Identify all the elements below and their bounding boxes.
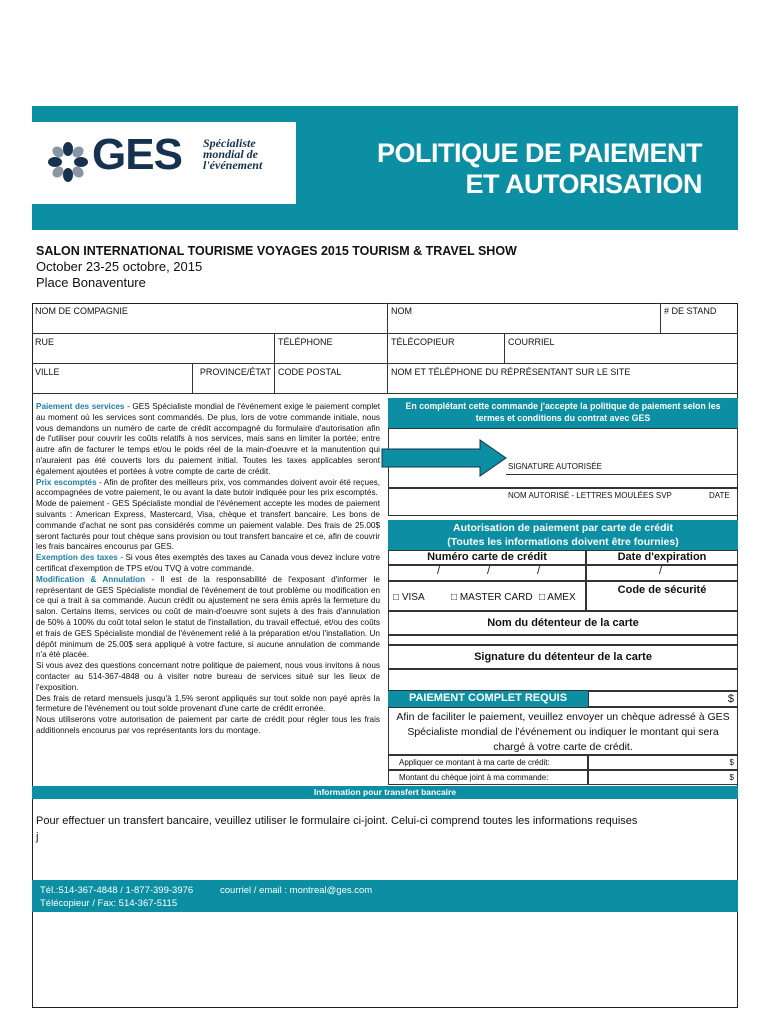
apply-card-label: Appliquer ce montant à ma carte de crédit: [388, 755, 588, 770]
payment-policy-text [36, 402, 380, 737]
policy-payment-heading: Paiement des services [36, 402, 125, 411]
street-label: RUE [35, 337, 55, 347]
policy-late-fees: Des frais de retard mensuels jusqu'à 1,5% seront appliqués sur tout solde non payé après la fermeture de l'événement ou tout solde provenant d'une carte de crédit erronée. [36, 693, 380, 714]
payment-note: Afin de faciliter le paiement, veuillez envoyer un chèque adressé à GES Spécialiste mondial de l'événement ou indiquer le montant qui sera chargé à votre carte de crédit. [388, 707, 738, 755]
bank-transfer-banner: Information pour transfert bancaire [32, 786, 738, 799]
date-label: DATE [709, 491, 730, 500]
policy-tax-body: - Si vous êtes exemptés des taxes au Canada vous devez inclure votre certificat d'exemption de TPS et/ou TVQ à votre commande. [36, 553, 380, 573]
card-number-input[interactable]: / / / [388, 565, 586, 581]
card-number-label: Numéro carte de crédit [388, 550, 586, 565]
cardholder-signature-field[interactable]: Signature du détenteur de la carte [388, 645, 738, 669]
card-auth-banner [388, 520, 738, 550]
policy-additional: Nous utiliserons votre autorisation de paiement par carte de crédit pour régler tous les frais additionnels encourus par vos représentants lors du montage. [36, 715, 380, 735]
policy-payment-body: - GES Spécialiste mondial de l'événement exige le paiement complet au moment où les services sont commandés. De plus, lors de votre commande initiale, nous vous demandons un numéro de carte de crédit accompagné du formulaire d'autorisation afin de l'utiliser pour couvrir les coûts relatifs à nos services, mais sans en limiter la portée; entre autre afin de facturer le temps et/ou le poids réel de la main-d'oeuvre et la manutention qui n'auraient pas été couverts lors du paiement initial. Toutes les taxes applicables seront également ajoutées et portées à votre compte de carte de crédit. [36, 402, 380, 476]
company-label: NOM DE COMPAGNIE [35, 306, 128, 316]
visa-checkbox[interactable]: □ VISA [393, 592, 425, 603]
security-code-input[interactable] [586, 581, 738, 611]
event-venue: Place Bonaventure [36, 275, 146, 290]
company-field[interactable] [32, 303, 388, 334]
contact-footer [32, 880, 738, 912]
postal-label: CODE POSTAL [278, 367, 342, 377]
city-label: VILLE [35, 367, 60, 377]
expiry-label: Date d'expiration [586, 550, 738, 565]
province-label: PROVINCE/ÉTAT [199, 367, 271, 377]
phone-field[interactable] [275, 334, 388, 364]
cheque-amount-value[interactable]: $ [588, 770, 738, 785]
policy-discount-body: - Afin de profiter des meilleurs prix, vos commandes doivent avoir été reçues, accompagnées de votre paiement, le ou avant la date butoir indiquée pour les prix escomptés. [36, 477, 380, 498]
expiry-input[interactable]: / [586, 565, 738, 581]
cardholder-name-field[interactable]: Nom du détenteur de la carte [388, 611, 738, 635]
policy-methods: Mode de paiement - GES Spécialiste mondial de l'événement accepte les modes de paiement suivants : American Express, Mastercard, Visa, chèque et transfert bancaire. Les bons de commande d'achat ne sont pas considérés comme un paiement valable. Des frais de 25.00$ seront facturés pour tout chèque sans provision ou tout transfert bancaire et ce, afin de couvrir les frais bancaires encourus par GES. [36, 499, 380, 552]
bank-transfer-mark: j [36, 831, 39, 843]
policy-cancel-heading: Modification & Annulation [36, 574, 146, 584]
full-payment-label: PAIEMENT COMPLET REQUIS [388, 691, 588, 707]
onsite-rep-field[interactable] [388, 364, 738, 394]
signature-label: SIGNATURE AUTORISÉE [508, 462, 602, 471]
fax-field[interactable] [388, 334, 505, 364]
policy-discount-heading: Prix escomptés [36, 477, 97, 487]
event-name: SALON INTERNATIONAL TOURISME VOYAGES 2015 TOURISM & TRAVEL SHOW [36, 244, 517, 258]
policy-questions: Si vous avez des questions concernant notre politique de paiement, nous vous invitons à nous contacter au 514-367-4848 ou à visiter notre bureau de services situé sur les lieux de l'exposition. [36, 661, 380, 692]
ges-logo-icon [46, 140, 90, 184]
page-title [300, 138, 730, 200]
city-field[interactable] [32, 364, 193, 394]
footer-fax: Télécopieur / Fax: 514-367-5115 [40, 898, 178, 909]
onsite-rep-label: NOM ET TÉLÉPHONE DU RÉPRÉSENTANT SUR LE SITE [391, 367, 631, 377]
email-label: COURRIEL [508, 337, 555, 347]
street-field[interactable] [32, 334, 275, 364]
postal-code-field[interactable] [275, 364, 388, 394]
printed-name-label: NOM AUTORISÉ - LETTRES MOULÉES SVP [508, 491, 672, 500]
brand-tagline: Spécialiste mondial de l'événement [203, 136, 263, 172]
stand-label: # DE STAND [664, 306, 717, 316]
apply-card-amount[interactable]: $ [588, 755, 738, 770]
title-line-2: ET AUTORISATION [465, 169, 702, 199]
arrow-right-icon [380, 438, 508, 478]
full-payment-amount[interactable]: $ [588, 691, 738, 707]
card-auth-subtitle: (Toutes les informations doivent être fournies) [447, 536, 679, 548]
cheque-amount-label: Montant du chèque joint à ma commande: [388, 770, 588, 785]
card-auth-title: Autorisation de paiement par carte de crédit [453, 522, 673, 534]
footer-phone: Tél.:514-367-4848 / 1-877-399-3976 [40, 885, 194, 896]
province-field[interactable] [193, 364, 275, 394]
phone-label: TÉLÉPHONE [278, 337, 333, 347]
mastercard-checkbox[interactable]: □ MASTER CARD [451, 592, 533, 603]
policy-tax-heading: Exemption des taxes [36, 553, 118, 563]
name-label: NOM [391, 306, 412, 316]
name-field[interactable] [388, 303, 661, 334]
bank-transfer-text: Pour effectuer un transfert bancaire, veuillez utiliser le formulaire ci-joint. Celui-ci comprend toutes les informations requises [36, 815, 638, 827]
footer-email[interactable]: courriel / email : montreal@ges.com [220, 885, 373, 896]
amex-checkbox[interactable]: □ AMEX [539, 592, 576, 603]
stand-field[interactable] [661, 303, 738, 334]
event-dates: October 23-25 octobre, 2015 [36, 259, 203, 274]
title-line-1: POLITIQUE DE PAIEMENT [376, 138, 702, 168]
accept-banner: En complétant cette commande j'accepte la politique de paiement selon les termes et conditions du contrat avec GES [388, 398, 738, 428]
email-field[interactable] [505, 334, 738, 364]
card-type-row [388, 581, 586, 611]
fax-label: TÉLÉCOPIEUR [391, 337, 455, 347]
security-code-label: Code de sécurité [617, 584, 707, 596]
brand-name: GES [92, 130, 182, 179]
policy-cancel-body: - Il est de la responsabilité de l'exposant d'informer le représentant de GES Spécialiste mondial de l'événement de tout problème ou modification en ce qui a trait à sa commande. Aucun crédit ou ajustement ne sera émis après la fermeture du salon. Certains items, services ou coût de main-d'oeuvre sont sujets à des frais d'annulation de 50% à 100% du coût total selon le statut de l'installation, du travail effectué, et/ou des coûts et frais de GES Spécialiste mondial de l'événement relié à la préparation et/ou l'installation. Un dépôt minimum de 25.00$ sera appliqué à votre facture, si aucune annulation de commande n'a été placée. [36, 574, 380, 660]
